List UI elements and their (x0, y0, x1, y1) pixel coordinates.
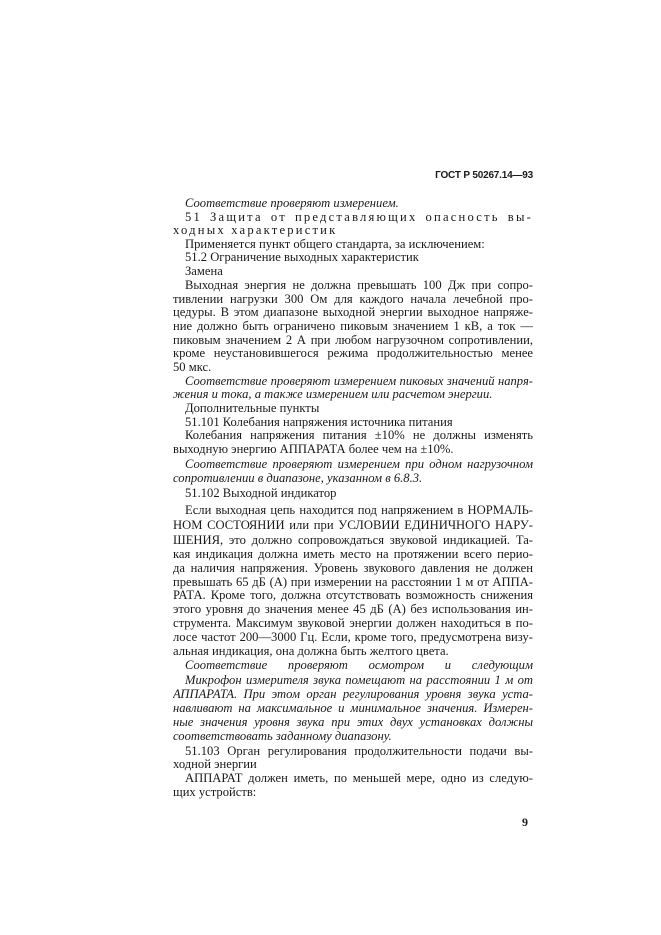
text-line: да наличия напряжения. Уровень звукового давления не должен (173, 561, 533, 575)
text-line: Микрофон измерителя звука помещают на расстоянии 1 м от (185, 673, 533, 687)
text-line: щих устройств: (173, 785, 257, 799)
text-line: Колебания напряжения питания ±10% не должны изменять (185, 428, 533, 442)
text-line: ШЕНИЯ, это должно сопровождаться звуковой индикацией. Та- (173, 533, 533, 547)
text-line: сопротивлении в диапазоне, указанном в 6.8.3. (173, 471, 423, 485)
text-line: Соответствие проверяют измерением. (185, 196, 399, 210)
text-line: ходной энергии (173, 757, 257, 771)
text-line: 51.102 Выходной индикатор (185, 486, 337, 500)
text-line: Соответствие проверяют измерением пиковых значений напря- (185, 374, 533, 388)
text-line: выходную энергию АППАРАТА более чем на ±10%. (173, 442, 454, 456)
text-line: жения и тока, а также измерением или расчетом энергии. (173, 387, 493, 401)
text-line: навливают на максимальное и минимальное значения. Измерен- (173, 701, 533, 715)
text-line: АППАРАТА. При этом орган регулирования уровня звука уста- (173, 687, 533, 701)
text-line: 51.103 Орган регулирования продолжительности подачи вы- (185, 744, 533, 758)
text-line: струмента. Максимум звуковой энергии должен находиться в по- (173, 616, 533, 630)
text-line: 51.101 Колебания напряжения источника питания (185, 415, 453, 429)
text-line: АППАРАТ должен иметь, по меньшей мере, одно из следую- (185, 771, 533, 785)
text-line: ходных характеристик (173, 223, 338, 237)
text-line: этого уровня до значения менее 45 дБ (А) без использования ин- (173, 602, 533, 616)
page-number: 9 (522, 815, 528, 829)
text-line: Если выходная цепь находится под напряжением в НОРМАЛЬ- (185, 503, 533, 517)
text-line: лосе частот 200—3000 Гц. Если, кроме того, предусмотрена визу- (173, 630, 533, 644)
text-line: тивлении нагрузки 300 Ом для каждого начала лечебной про- (173, 292, 533, 306)
text-line: Применяется пункт общего стандарта, за исключением: (185, 237, 485, 251)
text-line: Соответствие проверяют осмотром и следующим (185, 658, 533, 672)
text-line: соответствовать заданному диапазону. (173, 729, 392, 743)
text-line: превышать 65 дБ (А) при измерении на расстоянии 1 м от АППА- (173, 575, 533, 589)
text-line: цедуры. В этом диапазоне выходной энергии выходное напряже- (173, 305, 533, 319)
text-line: Замена (185, 264, 223, 278)
text-line: 50 мкс. (173, 360, 212, 374)
text-line: Выходная энергия не должна превышать 100 Дж при сопро- (185, 278, 533, 292)
text-line: Соответствие проверяют измерением при одном нагрузочном (185, 457, 533, 471)
document-header: ГОСТ Р 50267.14—93 (435, 170, 533, 181)
text-line: кая индикация должна иметь место на протяжении всего перио- (173, 547, 533, 561)
text-line: НОМ СОСТОЯНИИ или при УСЛОВИИ ЕДИНИЧНОГО НАРУ- (173, 518, 533, 532)
text-line: ные значения уровня звука при этих двух установках должны (173, 715, 533, 729)
text-line: РАТА. Кроме того, должна отсутствовать возможность снижения (173, 588, 533, 602)
text-line: альная индикация, она должна быть желтого цвета. (173, 644, 449, 658)
text-line: ние должно быть ограничено пиковым значением 1 кВ, а ток — (173, 319, 533, 333)
text-line: кроме неустановившегося режима продолжительностью менее (173, 346, 533, 360)
text-line: пиковым значением 2 А при любом нагрузочном сопротивлении, (173, 333, 533, 347)
text-line: 51 Защита от представляющих опасность вы- (185, 210, 533, 224)
text-line: Дополнительные пункты (185, 401, 320, 415)
text-line: 51.2 Ограничение выходных характеристик (185, 250, 419, 264)
